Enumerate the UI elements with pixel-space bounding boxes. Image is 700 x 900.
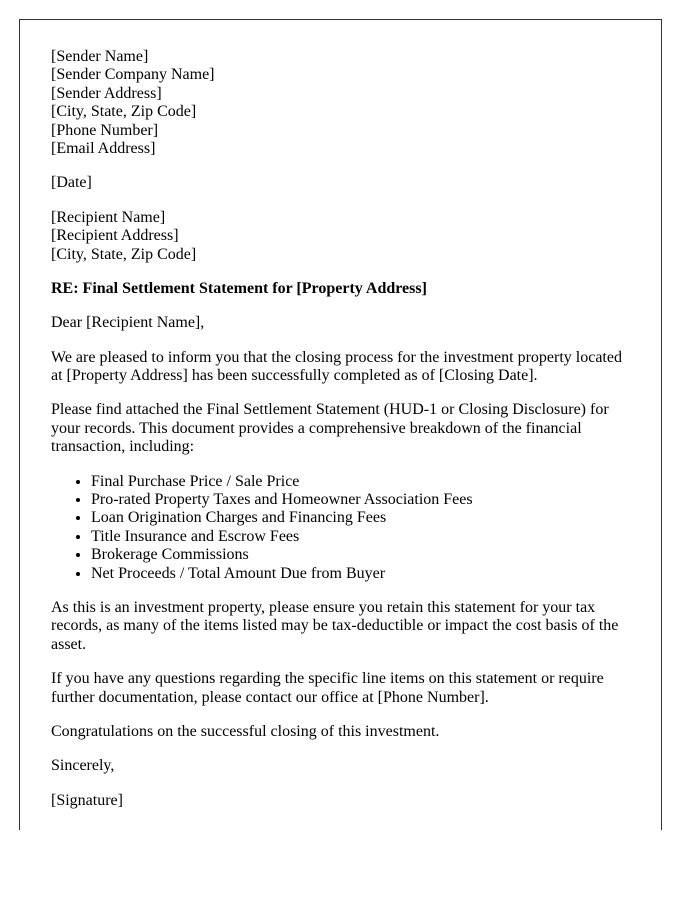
sign-off: Sincerely,	[51, 757, 115, 775]
body-paragraph-congratulations: Congratulations on the successful closing of this investment.	[51, 722, 440, 740]
recipient-block: [Recipient Name] [Recipient Address] [City, State, Zip Code]	[51, 208, 197, 263]
list-item: • Net Proceeds / Total Amount Due from Buyer	[91, 565, 631, 583]
salutation: Dear [Recipient Name],	[51, 314, 205, 332]
list-item: • Brokerage Commissions	[91, 546, 631, 564]
body-paragraph-attachment-intro: Please find attached the Final Settlement Statement (HUD-1 or Closing Disclosure) for your records. This document provides a comprehensive breakdown of the financial transaction, including:	[51, 401, 609, 456]
body-paragraph-closing-complete: We are pleased to inform you that the closing process for the investment property located at [Property Address] has been successfully completed as of [Closing Date].	[51, 348, 622, 385]
date-line: [Date]	[51, 174, 92, 192]
settlement-items-list	[51, 473, 631, 583]
list-item: • Final Purchase Price / Sale Price	[91, 473, 631, 491]
subject-line: RE: Final Settlement Statement for [Property Address]	[51, 279, 427, 297]
list-item: • Title Insurance and Escrow Fees	[91, 528, 631, 546]
signature-placeholder: [Signature]	[51, 791, 123, 809]
list-item: • Pro-rated Property Taxes and Homeowner Association Fees	[91, 491, 631, 509]
body-paragraph-questions: If you have any questions regarding the specific line items on this statement or require further documentation, please contact our office at [Phone Number].	[51, 670, 604, 706]
list-item: • Loan Origination Charges and Financing Fees	[91, 509, 631, 527]
letter-page	[19, 19, 662, 830]
sender-block: [Sender Name] [Sender Company Name] [Sender Address] [City, State, Zip Code] [Phone Number] [Email Address]	[51, 48, 215, 157]
body-paragraph-tax-records: As this is an investment property, please ensure you retain this statement for your tax records, as many of the items listed may be tax-deductible or impact the cost basis of the asset.	[51, 598, 619, 653]
